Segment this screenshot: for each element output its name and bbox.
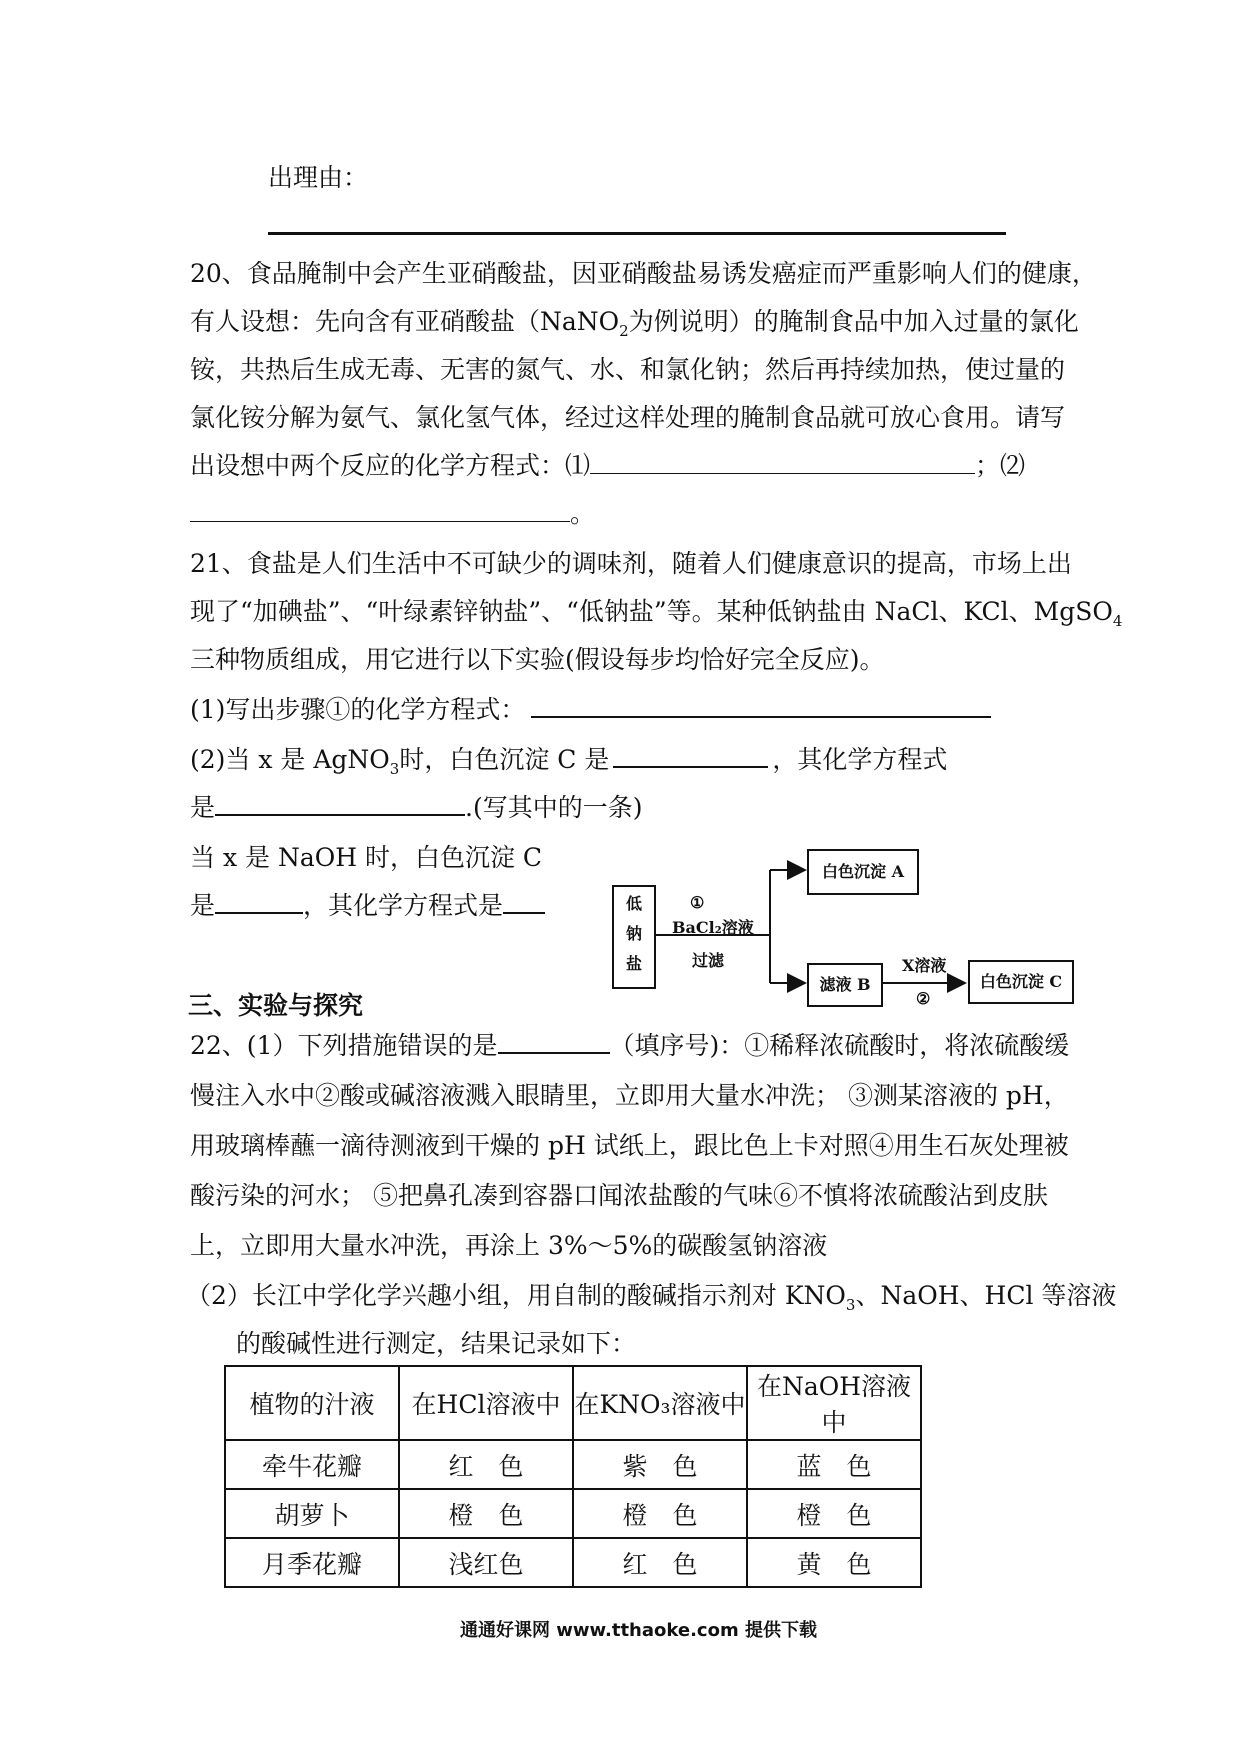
q22-line4: 酸污染的河水； ⑤把鼻孔凑到容器口闻浓盐酸的气味⑥不慎将浓硫酸沾到皮肤: [190, 1181, 1048, 1210]
flow-box-precipitate-a: 白色沉淀 A: [807, 849, 919, 895]
answer-prompt: 出理由：: [268, 163, 369, 192]
table-header-cell: 植物的汁液: [225, 1366, 399, 1440]
q22-line3: 用玻璃棒蘸一滴待测液到干燥的 pH 试纸上，跟比色上卡对照④用生石灰处理被: [190, 1131, 1069, 1160]
flow-box-precipitate-c: 白色沉淀 C: [968, 960, 1074, 1004]
q22-line2: 慢注入水中②酸或碱溶液溅入眼睛里，立即用大量水冲洗； ③测某溶液的 pH，: [190, 1081, 1069, 1110]
table-cell: 牵牛花瓣: [225, 1440, 399, 1489]
flow-step1-number: ①: [690, 893, 705, 912]
flow-start-low-sodium-salt: 低 钠 盐: [612, 885, 656, 989]
q20-answer-blank-1[interactable]: [590, 449, 975, 474]
table-cell: 红 色: [573, 1538, 747, 1587]
q21-part2-cont: 是 .(写其中的一条): [190, 790, 642, 826]
q22-line1: 22、(1）下列措施错误的是 （填序号)：①稀释浓硫酸时，将浓硫酸缓: [190, 1028, 1069, 1064]
q21-part3-cont: 是 ，其化学方程式是: [190, 888, 545, 924]
q20-line3: 铵，共热后生成无毒、无害的氮气、水、和氯化钠；然后再持续加热，使过量的: [190, 355, 1066, 384]
q22-answer-blank[interactable]: [498, 1028, 610, 1054]
table-cell: 月季花瓣: [225, 1538, 399, 1587]
table-header-cell: 在HCl溶液中: [399, 1366, 573, 1440]
flow-step2-reagent: X溶液: [902, 956, 947, 975]
q21-line2: 现了“加碘盐”、“叶绿素锌钠盐”、“低钠盐”等。某种低钠盐由 NaCl、KCl、MgSO$_4$: [190, 597, 1123, 630]
flow-step1-action: 过滤: [692, 951, 725, 970]
q20-line4: 氯化铵分解为氨气、氯化氢气体，经过这样处理的腌制食品就可放心食用。请写: [190, 403, 1066, 432]
q21-naoh-precipitate-blank[interactable]: [215, 888, 303, 914]
table-cell: 红 色: [399, 1440, 573, 1489]
table-cell: 紫 色: [573, 1440, 747, 1489]
section-heading: 三、实验与探究: [188, 991, 364, 1020]
q21-part2: (2)当 x 是 AgNO$_3$时，白色沉淀 C 是 ，其化学方程式: [190, 742, 947, 787]
q20-line6: 。: [190, 496, 595, 532]
table-cell: 浅红色: [399, 1538, 573, 1587]
table-row: [225, 1489, 921, 1538]
answer-line: [268, 232, 1006, 235]
table-cell: 黄 色: [747, 1538, 921, 1587]
q21-precipitate-c-blank[interactable]: [613, 742, 768, 768]
q21-line1: 21、食盐是人们生活中不可缺少的调味剂，随着人们健康意识的提高，市场上出: [190, 549, 1072, 578]
q21-equation-blank[interactable]: [531, 692, 991, 718]
flow-step2-number: ②: [916, 989, 931, 1008]
q22-line5: 上，立即用大量水冲洗，再涂上 3%～5%的碳酸氢钠溶液: [190, 1231, 828, 1260]
table-header-row: [225, 1366, 921, 1440]
q20-answer-blank-2[interactable]: [190, 497, 570, 522]
table-row: [225, 1440, 921, 1489]
q20-line2: 有人设想：先向含有亚硝酸盐（NaNO$_2$为例说明）的腌制食品中加入过量的氯化: [190, 307, 1079, 340]
table-header-cell: 在KNO₃溶液中: [573, 1366, 747, 1440]
flow-step1-reagent: BaCl₂溶液: [672, 918, 754, 937]
q21-naoh-equation-blank[interactable]: [503, 888, 545, 914]
footer-watermark: 通通好课网 www.tthaoke.com 提供下载: [460, 1620, 817, 1641]
table-row: [225, 1538, 921, 1587]
q21-line3: 三种物质组成，用它进行以下实验(假设每步均恰好完全反应)。: [190, 645, 885, 674]
table-header-cell: 在NaOH溶液中: [747, 1366, 921, 1440]
flow-box-filtrate-b: 滤液 B: [807, 963, 883, 1007]
q21-agno3-equation-blank[interactable]: [215, 790, 465, 816]
q21-part1: (1)写出步骤①的化学方程式：: [190, 692, 991, 728]
q20-line1: 20、食品腌制中会产生亚硝酸盐，因亚硝酸盐易诱发癌症而严重影响人们的健康，: [190, 259, 1097, 288]
emphasis-word: 错误: [397, 1031, 448, 1060]
table-cell: 橙 色: [573, 1489, 747, 1538]
table-cell: 橙 色: [747, 1489, 921, 1538]
table-cell: 蓝 色: [747, 1440, 921, 1489]
indicator-results-table: [224, 1365, 922, 1588]
table-cell: 橙 色: [399, 1489, 573, 1538]
q20-line5: 出设想中两个反应的化学方程式：⑴ ；⑵: [190, 451, 1026, 480]
q22-part2-line2: 的酸碱性进行测定，结果记录如下：: [236, 1329, 637, 1358]
q21-part3: 当 x 是 NaOH 时，白色沉淀 C: [190, 843, 543, 872]
table-cell: 胡萝卜: [225, 1489, 399, 1538]
q22-part2-line1: （2）长江中学化学兴趣小组，用自制的酸碱指示剂对 $KNO_3$、NaOH、HCl 等溶液: [186, 1281, 1117, 1314]
